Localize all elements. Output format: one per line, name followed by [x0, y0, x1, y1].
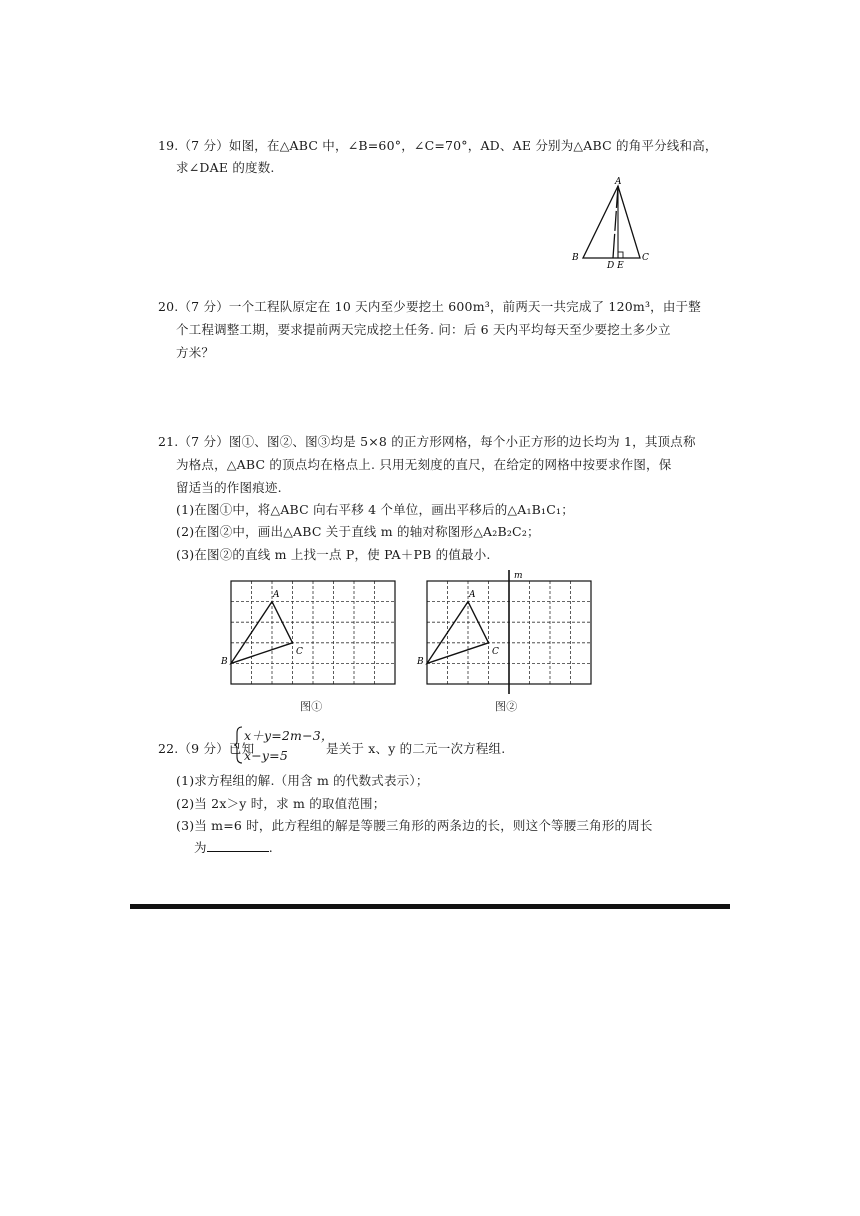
q22-part3-answer-line	[194, 838, 273, 856]
q22-part2: (2)当 2x＞y 时，求 m 的取值范围；	[176, 796, 386, 811]
q22-suffix: 是关于 x、y 的二元一次方程组.	[326, 741, 506, 756]
q22-part1: (1)求方程组的解.（用含 m 的代数式表示）；	[176, 773, 429, 788]
q22-equation-2: x−y=5	[244, 748, 289, 763]
grid-lines	[231, 581, 395, 684]
label-b: B	[221, 657, 228, 667]
brace-icon	[234, 725, 244, 765]
q19-line2: 求∠DAE 的度数.	[176, 160, 275, 175]
q22-part3: (3)当 m=6 时，此方程组的解是等腰三角形的两条边的长，则这个等腰三角形的周长	[176, 818, 653, 833]
q20-line2: 个工程调整工期，要求提前两天完成挖土任务. 问：后 6 天内平均每天至少要挖土多少立	[176, 322, 671, 337]
bottom-divider	[130, 904, 730, 909]
q20-line3: 方米？	[176, 345, 215, 360]
label-m: m	[514, 571, 523, 581]
q20-line1: 20.（7 分）一个工程队原定在 10 天内至少要挖土 600m³，前两天一共完成了 120m³，由于整	[158, 299, 701, 314]
q21-part3: (3)在图②的直线 m 上找一点 P，使 PA＋PB 的值最小.	[176, 547, 491, 562]
fig1-caption: 图①	[300, 700, 323, 713]
label-c: C	[296, 647, 303, 657]
answer-blank	[207, 840, 269, 852]
answer-suffix: .	[268, 840, 273, 855]
q19-triangle-figure	[566, 174, 656, 270]
label-a: A	[469, 590, 476, 600]
q21-line1: 21.（7 分）图①、图②、图③均是 5×8 的正方形网格，每个小正方形的边长均为 1，其顶点称	[158, 434, 696, 449]
label-c: C	[642, 253, 649, 263]
angle-bisector-ad	[613, 186, 618, 258]
label-c: C	[492, 647, 499, 657]
grid-figure-1	[218, 572, 404, 692]
triangle-abc	[583, 186, 640, 258]
right-angle-mark	[618, 252, 623, 258]
q22-prefix: 22.（9 分）已知	[158, 741, 255, 756]
q21-line3: 留适当的作图痕迹.	[176, 480, 282, 495]
q22-equation-1: x＋y=2m−3，	[244, 728, 334, 743]
q21-line2: 为格点，△ABC 的顶点均在格点上. 只用无刻度的直尺，在给定的网格中按要求作图，保	[176, 457, 672, 472]
q21-part1: (1)在图①中，将△ABC 向右平移 4 个单位，画出平移后的△A₁B₁C₁；	[176, 502, 574, 517]
label-a: A	[615, 177, 622, 187]
label-b: B	[417, 657, 424, 667]
answer-prefix: 为	[194, 840, 207, 855]
fig2-caption: 图②	[495, 700, 518, 713]
label-a: A	[273, 590, 280, 600]
label-b: B	[572, 253, 579, 263]
label-de: D E	[607, 261, 624, 270]
triangle-abc	[231, 602, 293, 664]
triangle-abc	[427, 602, 489, 664]
grid-figure-2	[414, 566, 600, 696]
q19-line1: 19.（7 分）如图，在△ABC 中，∠B=60°，∠C=70°，AD、AE 分别为△ABC 的角平分线和高，	[158, 138, 718, 153]
q21-part2: (2)在图②中，画出△ABC 关于直线 m 的轴对称图形△A₂B₂C₂；	[176, 524, 540, 539]
